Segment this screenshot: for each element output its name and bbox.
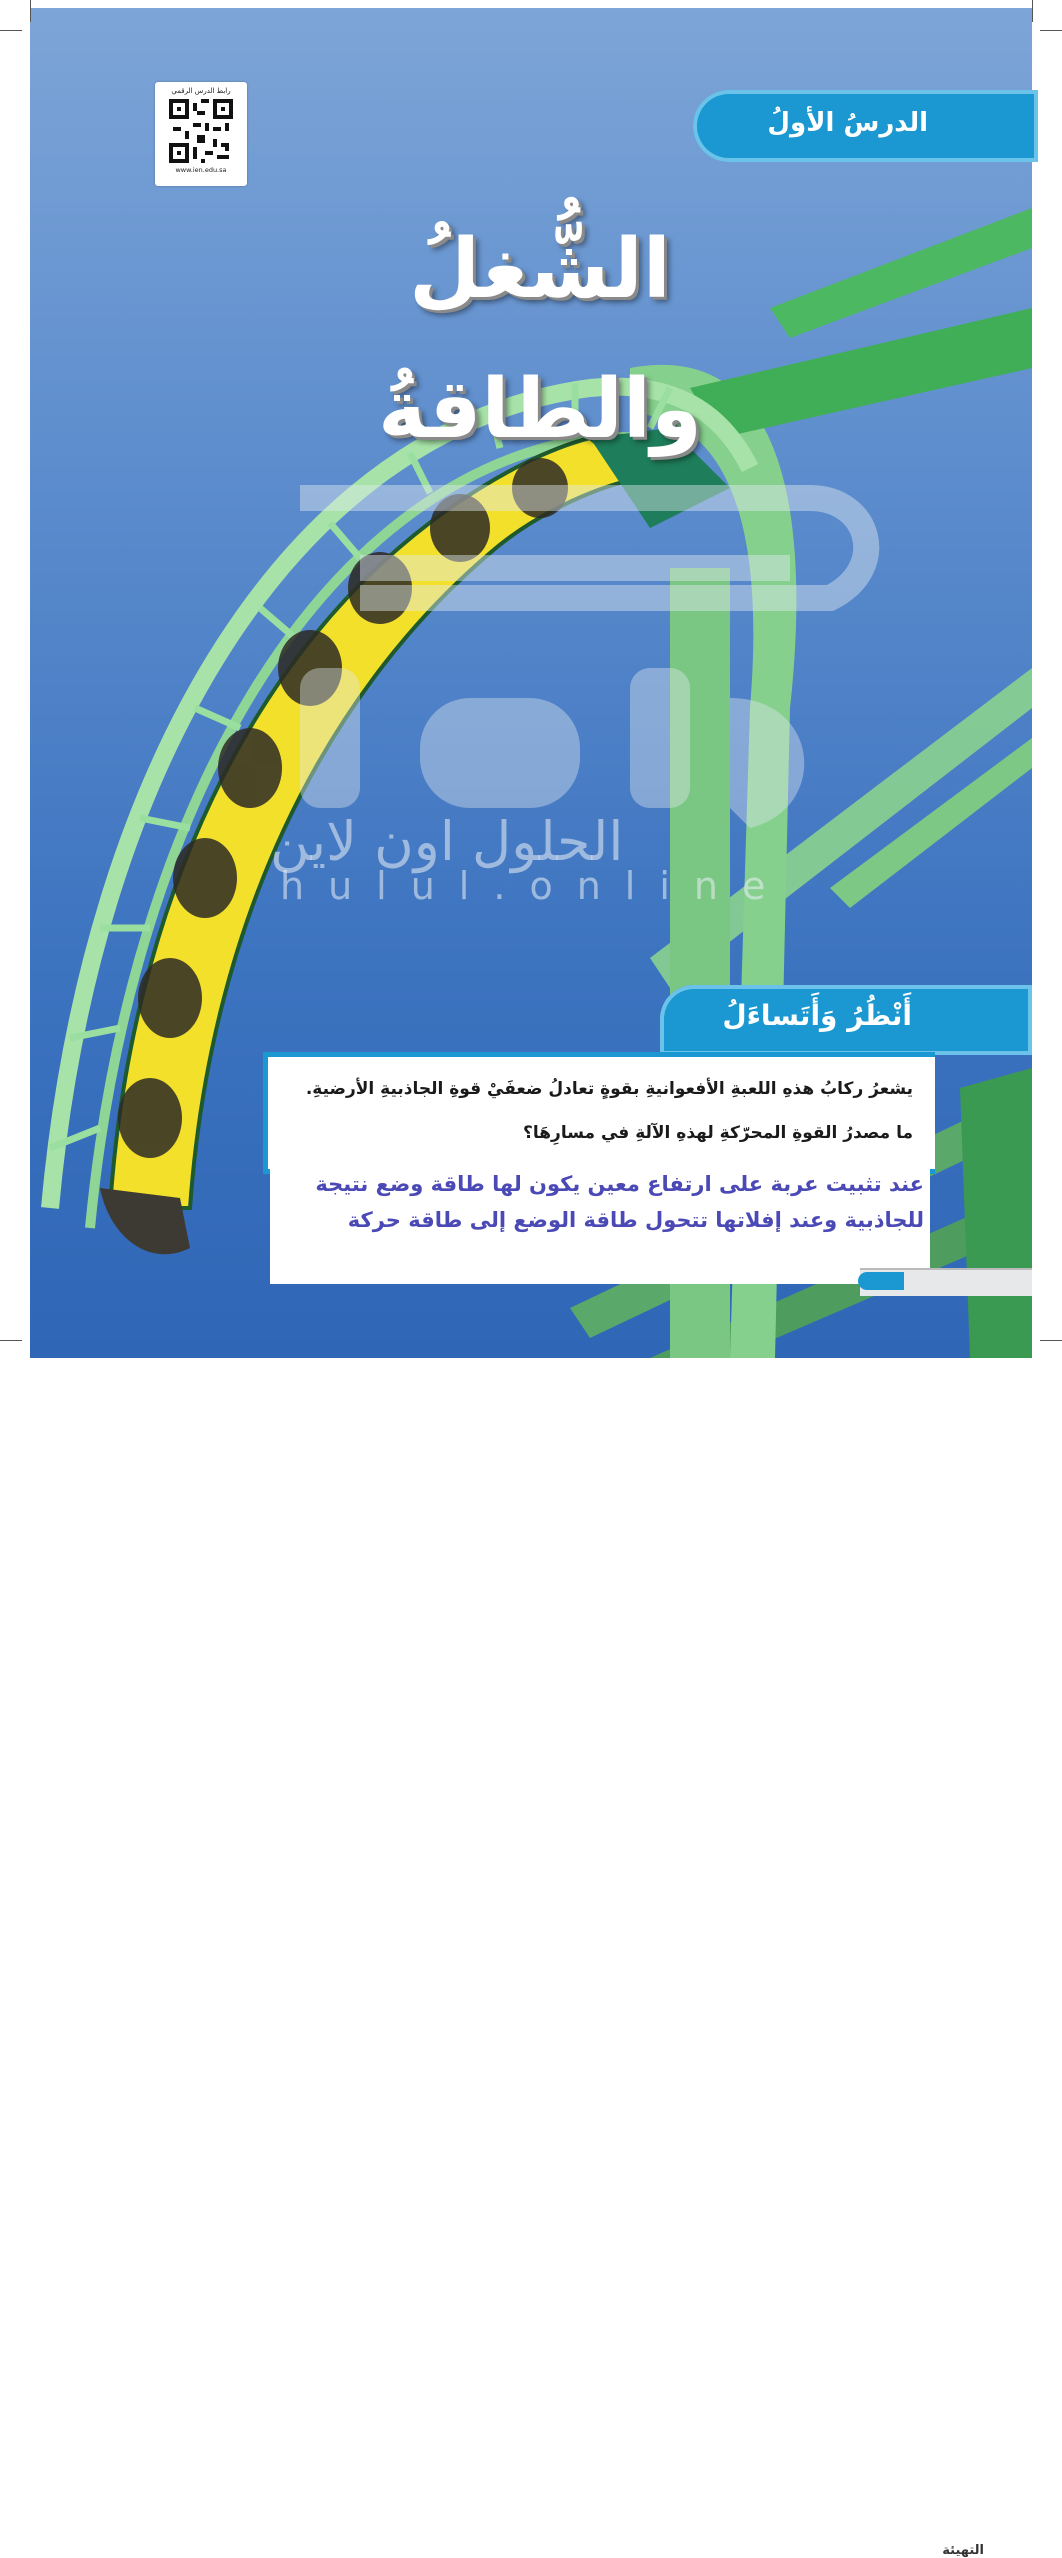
- look-and-ask-heading: أَنْظُرُ وَأَتَساءَلُ: [722, 999, 912, 1032]
- watermark-arabic: الحلول اون لاين: [270, 810, 624, 873]
- lesson-label: الدرسُ الأولُ: [767, 108, 928, 138]
- question-line-2: ما مصدرُ القوةِ المحرّكةِ لهذهِ الآلةِ في مسارِهَا؟: [523, 1123, 913, 1143]
- crop-mark: [1032, 0, 1033, 22]
- watermark-latin: hulul.online: [280, 864, 790, 908]
- lesson-number-tab: [693, 90, 1038, 162]
- look-and-ask-tab: [660, 985, 1032, 1055]
- crop-mark: [1040, 1340, 1062, 1341]
- crop-mark: [0, 1340, 22, 1341]
- answer-line-2: للجاذبية وعند إفلاتها تتحول طاقة الوضع إلى طاقة حركة: [347, 1208, 924, 1232]
- qr-url: www.ien.edu.sa: [175, 166, 227, 174]
- look-and-ask-box: [263, 1052, 935, 1174]
- crop-mark: [0, 30, 22, 31]
- page-title: الشُّغلُ والطاقةُ: [378, 222, 702, 457]
- page-number-tab: [858, 1272, 904, 1290]
- qr-code-icon[interactable]: [169, 99, 233, 163]
- footer-section-label: التهيئة: [942, 2543, 984, 2558]
- digital-lesson-qr-card[interactable]: [155, 82, 247, 186]
- answer-line-1: عند تثبيت عربة على ارتفاع معين يكون لها طاقة وضع نتيجة: [315, 1172, 924, 1196]
- question-line-1: يشعرُ ركابُ هذهِ اللعبةِ الأفعوانيةِ بقوةٍ تعادلُ ضعفَيْ قوةِ الجاذبيةِ الأرضيةِ.: [305, 1079, 913, 1099]
- crop-mark: [1040, 30, 1062, 31]
- qr-caption: رابط الدرس الرقمي: [171, 87, 231, 95]
- answer-box[interactable]: [270, 1164, 930, 1284]
